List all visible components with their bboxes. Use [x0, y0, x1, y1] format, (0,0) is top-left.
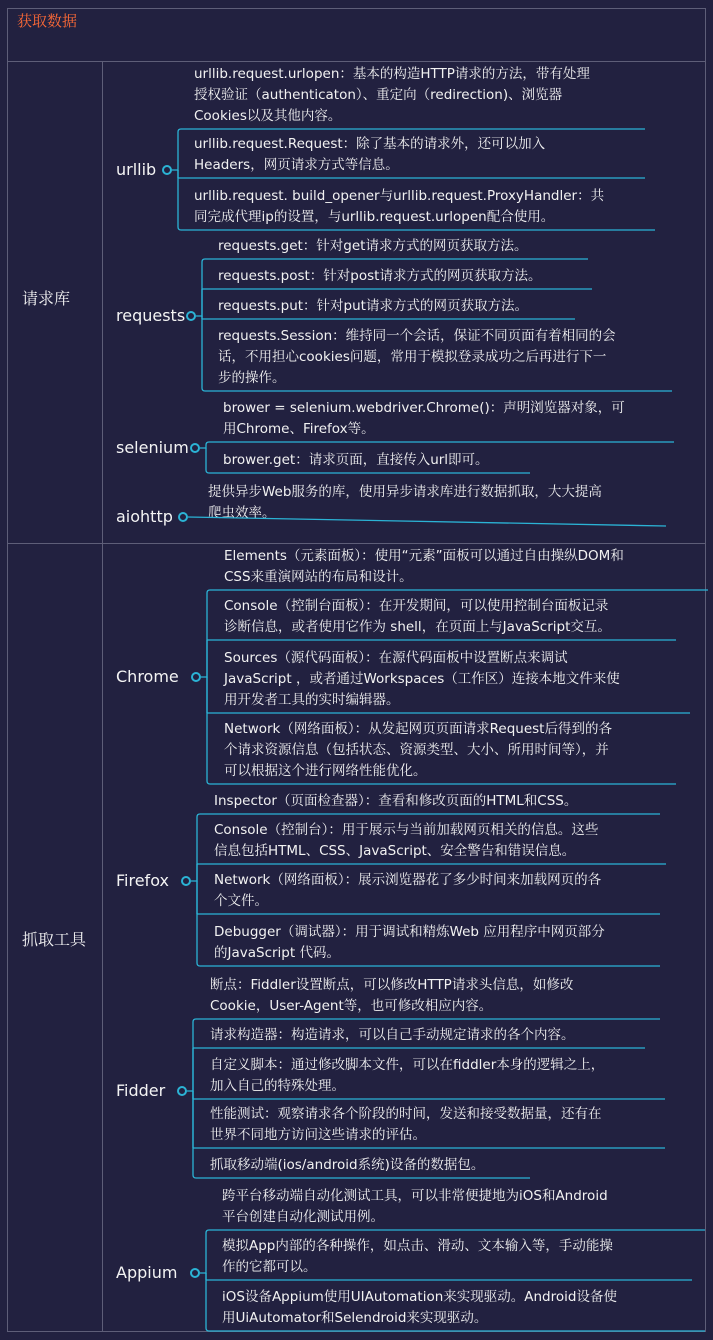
- leaf-line: 断点：Fiddler设置断点，可以修改HTTP请求头信息，如修改: [210, 977, 574, 993]
- leaf-line: 抓取移动端(ios/android系统)设备的数据包。: [210, 1157, 485, 1173]
- link-urllib-3: [178, 170, 655, 230]
- link-requests-4: [202, 316, 672, 391]
- link-chrome-2: [207, 640, 676, 677]
- category-capture-tools: 抓取工具: [22, 930, 87, 949]
- leaf-line: urllib.request.Request：除了基本的请求外，还可以加入: [194, 136, 546, 152]
- node-aiohttp: aiohttp: [116, 507, 173, 526]
- link-appium-3: [206, 1273, 705, 1331]
- link-chrome-1: [201, 590, 708, 677]
- leaf-line: 模拟App内部的各种操作，如点击、滑动、文本输入等，手动能操: [222, 1238, 613, 1254]
- node-chrome: Chrome: [116, 667, 179, 686]
- node-appium: Appium: [116, 1263, 178, 1282]
- leaf-line: CSS来重演网站的布局和设计。: [224, 569, 413, 585]
- link-requests-1: [196, 259, 588, 316]
- leaf-line: 作的它都可以。: [222, 1259, 317, 1275]
- leaf-line: 跨平台移动端自动化测试工具，可以非常便捷地为iOS和Android: [222, 1188, 608, 1204]
- leaf-line: 个请求资源信息（包括状态、资源类型、大小、所用时间等），并: [224, 742, 609, 758]
- leaf-line: 同完成代理ip的设置，与urllib.request.urlopen配合使用。: [194, 209, 555, 225]
- leaf-line: requests.Session：维持同一个会话，保证不同页面有着相同的会: [218, 328, 616, 344]
- link-chrome-4: [207, 677, 676, 784]
- leaf-line: Sources（源代码面板）：在源代码面板中设置断点来调试: [224, 650, 568, 666]
- leaf-line: 的JavaScript 代码。: [214, 945, 340, 961]
- link-chrome-3: [207, 677, 690, 713]
- leaf-line: Cookies以及其他内容。: [194, 108, 342, 124]
- leaf-line: requests.post：针对post请求方式的网页获取方法。: [218, 268, 542, 284]
- leaf-line: 授权验证（authenticaton）、重定向（redirection)、浏览器: [194, 87, 563, 103]
- map-title: 获取数据: [17, 12, 78, 30]
- leaf-line: 世界不同地方访问这些请求的评估。: [210, 1127, 426, 1143]
- leaf-line: 用UiAutomator和Selendroid来实现驱动。: [222, 1310, 488, 1326]
- link-urllib-2: [178, 170, 645, 178]
- leaf-line: 爬虫效率。: [208, 505, 276, 521]
- link-firefox-3: [197, 881, 660, 914]
- node-firefox: Firefox: [116, 871, 169, 890]
- leaf-line: 话，不用担心cookies问题，常用于模拟登录成功之后再进行下一: [218, 349, 607, 365]
- node-requests: requests: [116, 306, 186, 325]
- leaf-line: urllib.request. build_opener与urllib.request.ProxyHandler：共: [194, 188, 605, 204]
- node-urllib: urllib: [116, 160, 157, 179]
- leaf-line: requests.put：针对put请求方式的网页获取方法。: [218, 298, 528, 314]
- leaf-line: 用Chrome、Firefox等。: [223, 421, 375, 437]
- leaf-line: 可以根据这个进行网络性能优化。: [224, 763, 427, 779]
- node-fidder: Fidder: [116, 1081, 166, 1100]
- leaf-line: Debugger（调试器）：用于调试和精炼Web 应用程序中网页部分: [214, 924, 605, 940]
- leaf-line: iOS设备Appium使用UIAutomation来实现驱动。Android设备使: [222, 1289, 617, 1305]
- leaf-line: brower.get：请求页面，直接传入url即可。: [223, 452, 489, 468]
- link-aiohttp-1: [188, 517, 666, 526]
- leaf-line: Network（网络面板）：从发起网页页面请求Request后得到的各: [224, 721, 612, 737]
- leaf-line: requests.get：针对get请求方式的网页获取方法。: [218, 238, 528, 254]
- link-selenium-1: [200, 442, 674, 448]
- node-selenium: selenium: [116, 438, 189, 457]
- link-appium-2: [206, 1273, 692, 1280]
- leaf-line: 请求构造器：构造请求，可以自己手动规定请求的各个内容。: [210, 1027, 575, 1043]
- leaf-line: 提供异步Web服务的库，使用异步请求库进行数据抓取，大大提高: [208, 484, 602, 500]
- leaf-line: Console（控制台面板）：在开发期间，可以使用控制台面板记录: [224, 598, 609, 614]
- leaf-line: Headers，网页请求方式等信息。: [194, 157, 399, 173]
- link-urllib-1: [172, 129, 645, 170]
- leaf-line: JavaScript ，或者通过Workspaces（工作区）连接本地文件来使: [224, 671, 620, 687]
- link-fidder-1: [187, 1019, 660, 1091]
- leaf-line: Network（网络面板）：展示浏览器花了多少时间来加载网页的各: [214, 872, 602, 888]
- leaf-line: Console（控制台）：用于展示与当前加载网页相关的信息。这些: [214, 822, 599, 838]
- link-fidder-5: [193, 1091, 530, 1178]
- link-selenium-2: [206, 448, 530, 473]
- leaf-line: 诊断信息，或者使用它作为 shell，在页面上与JavaScript交互。: [224, 619, 611, 635]
- leaf-line: Elements（元素面板）：使用“元素”面板可以通过自由操纵DOM和: [224, 548, 624, 564]
- link-firefox-4: [197, 881, 660, 966]
- link-firefox-1: [191, 814, 660, 881]
- leaf-line: 平台创建自动化测试用例。: [222, 1209, 384, 1225]
- leaf-line: Cookie，User-Agent等，也可修改相应内容。: [210, 998, 493, 1014]
- leaf-line: 信息包括HTML、CSS、JavaScript、安全警告和错误信息。: [214, 843, 576, 859]
- leaf-line: Inspector（页面检查器）：查看和修改页面的HTML和CSS。: [214, 793, 578, 809]
- link-appium-1: [200, 1230, 705, 1273]
- link-firefox-2: [197, 864, 666, 881]
- link-requests-3: [202, 316, 575, 319]
- leaf-line: 步的操作。: [218, 370, 286, 386]
- leaf-line: 用开发者工具的实时编辑器。: [224, 692, 400, 708]
- category-request-libraries: 请求库: [22, 289, 71, 308]
- leaf-line: 自定义脚本：通过修改脚本文件，可以在fiddler本身的逻辑之上，: [210, 1057, 605, 1073]
- leaf-line: urllib.request.urlopen：基本的构造HTTP请求的方法，带有处理: [194, 66, 590, 82]
- leaf-line: 个文件。: [214, 893, 268, 909]
- leaf-line: brower = selenium.webdriver.Chrome()：声明浏览器对象，可: [223, 400, 625, 416]
- link-fidder-3: [193, 1091, 665, 1099]
- link-fidder-2: [193, 1048, 645, 1091]
- leaf-line: 加入自己的特殊处理。: [210, 1078, 345, 1094]
- link-requests-2: [202, 289, 592, 316]
- leaf-line: 性能测试：观察请求各个阶段的时间，发送和接受数据量，还有在: [210, 1106, 602, 1122]
